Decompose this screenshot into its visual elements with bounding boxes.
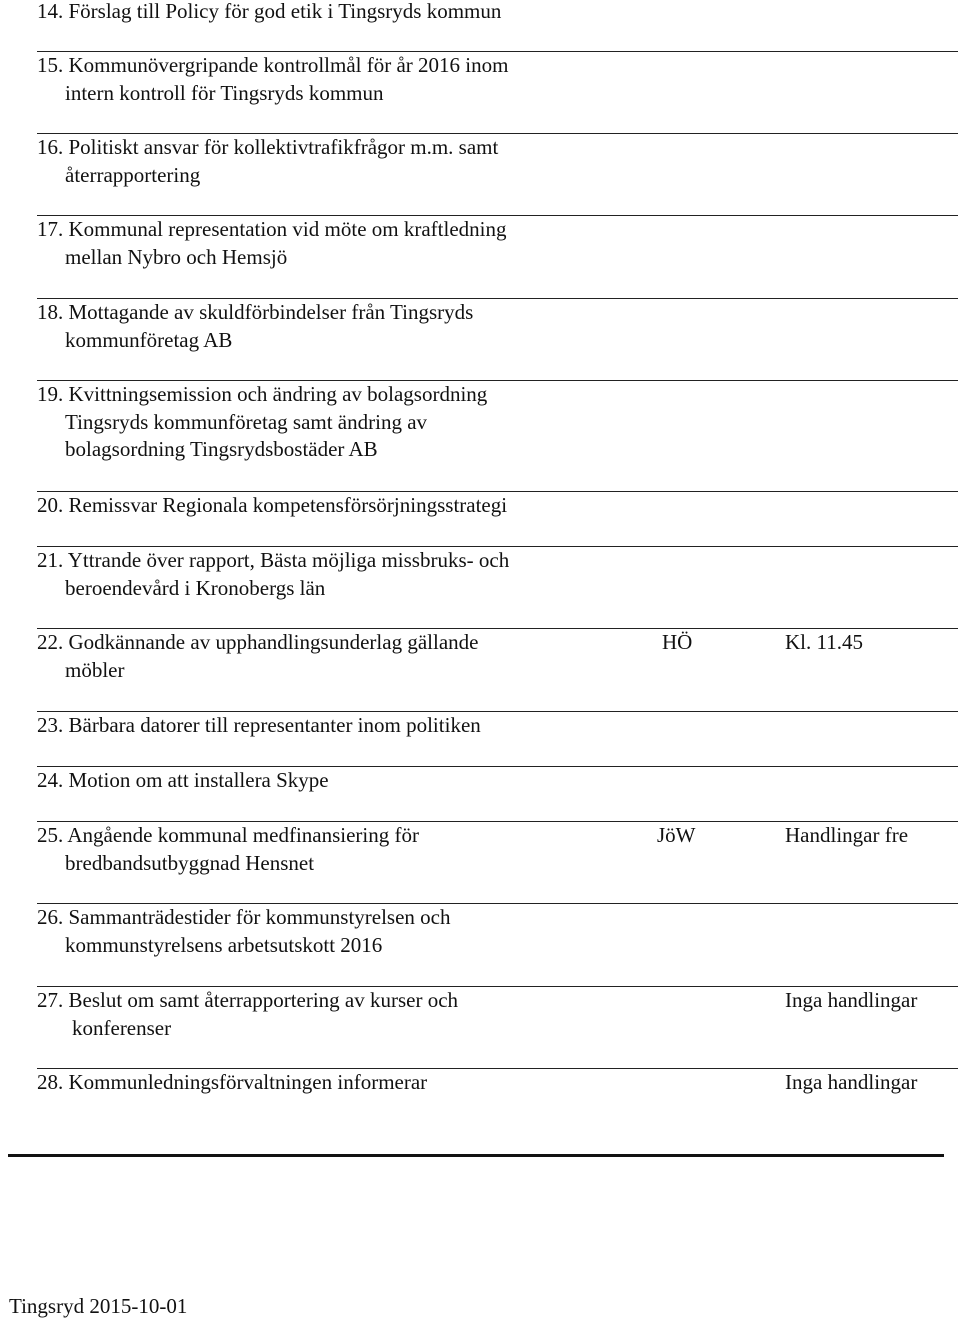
agenda-item-title [37, 767, 597, 795]
agenda-item-title [37, 216, 597, 271]
agenda-item-title [37, 629, 597, 684]
agenda-item-line-continued: konferenser [72, 1015, 172, 1040]
agenda-item-responsible: JöW [657, 823, 696, 847]
page-bottom-rule [8, 1154, 944, 1157]
agenda-item-line: 20. Remissvar Regionala kompetensförsörjningsstrategi [37, 493, 508, 517]
agenda-item-line: 14. Förslag till Policy för god etik i Tingsryds kommun [37, 0, 502, 23]
agenda-item-title [37, 712, 597, 740]
agenda-item-line-continued: intern kontroll för Tingsryds kommun [65, 80, 384, 105]
agenda-item-line: 18. Mottagande av skuldförbindelser från Tingsryds [37, 300, 474, 324]
agenda-item-line: 17. Kommunal representation vid möte om kraftledning [37, 217, 507, 241]
agenda-item-line: 22. Godkännande av upphandlingsunderlag gällande [37, 630, 479, 654]
agenda-item-title [37, 492, 597, 520]
agenda-item-line: 23. Bärbara datorer till representanter inom politiken [37, 713, 481, 737]
agenda-item-line-continued: kommunstyrelsens arbetsutskott 2016 [65, 932, 383, 957]
agenda-item-title [37, 904, 597, 959]
agenda-item-line-continued: återrapportering [65, 162, 201, 187]
agenda-item-line: 28. Kommunledningsförvaltningen informerar [37, 1070, 428, 1094]
agenda-item-responsible: HÖ [662, 630, 693, 654]
agenda-item-line-continued: kommunföretag AB [65, 327, 233, 352]
agenda-item-line-continued: möbler [65, 657, 125, 682]
agenda-item-line-continued: Tingsryds kommunföretag samt ändring av [65, 409, 428, 434]
agenda-item-title [37, 52, 597, 107]
agenda-item-line: 21. Yttrande över rapport, Bästa möjliga missbruks- och [37, 548, 510, 572]
agenda-item-note: Inga handlingar [785, 1070, 918, 1094]
agenda-item-title [37, 381, 597, 464]
agenda-item-title [37, 134, 597, 189]
agenda-item-line: 19. Kvittningsemission och ändring av bolagsordning [37, 382, 488, 406]
agenda-item-title [37, 1069, 597, 1097]
agenda-item-title [37, 547, 597, 602]
agenda-item-title [37, 299, 597, 354]
agenda-item-line-continued: bredbandsutbyggnad Hensnet [65, 850, 315, 875]
agenda-item-line: 16. Politiskt ansvar för kollektivtrafikfrågor m.m. samt [37, 135, 499, 159]
agenda-item-line-continued: mellan Nybro och Hemsjö [65, 244, 288, 269]
agenda-item-title [37, 0, 597, 26]
agenda-item-title [37, 822, 597, 877]
agenda-item-line: 15. Kommunövergripande kontrollmål för år 2016 inom [37, 53, 509, 77]
agenda-item-note: Handlingar fre [785, 823, 909, 847]
agenda-item-note: Kl. 11.45 [785, 630, 863, 654]
agenda-item-line: 24. Motion om att installera Skype [37, 768, 329, 792]
agenda-item-line: 25. Angående kommunal medfinansiering för [37, 823, 419, 847]
agenda-item-line-continued: beroendevård i Kronobergs län [65, 575, 326, 600]
agenda-item-line-continued: bolagsordning Tingsrydsbostäder AB [65, 437, 378, 461]
agenda-item-title [37, 987, 597, 1042]
footer-place-date: Tingsryd 2015-10-01 [9, 1294, 188, 1318]
agenda-item-line: 27. Beslut om samt återrapportering av kurser och [37, 988, 459, 1012]
agenda-item-line: 26. Sammanträdestider för kommunstyrelsen och [37, 905, 451, 929]
agenda-item-note: Inga handlingar [785, 988, 918, 1012]
